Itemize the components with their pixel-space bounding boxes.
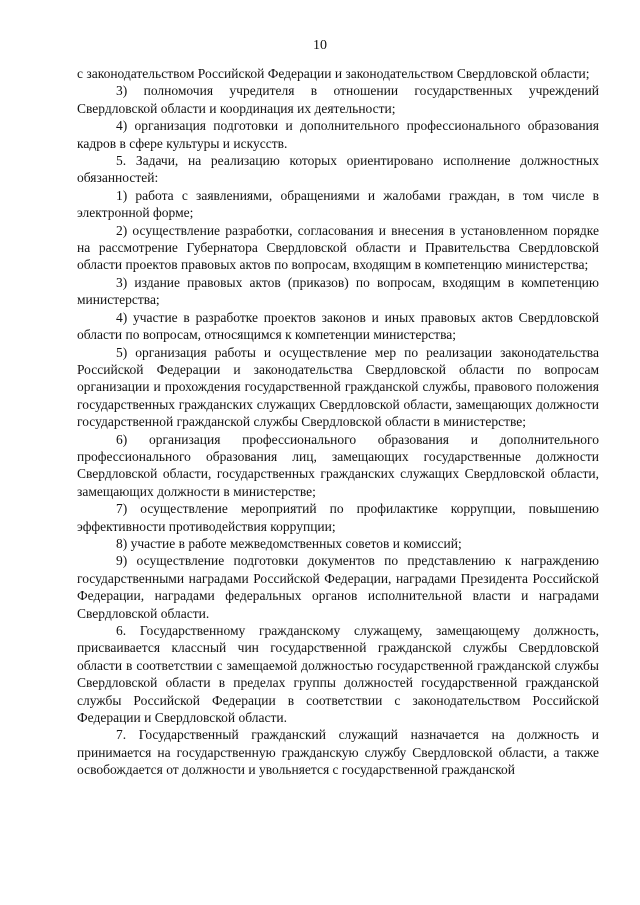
paragraph: 3) издание правовых актов (приказов) по вопросам, входящим в компетенцию министерства; xyxy=(77,274,599,308)
paragraph: 4) участие в разработке проектов законов и иных правовых актов Свердловской области по вопросам, относящимся к компетенции министерства; xyxy=(77,309,599,343)
page-number: 10 xyxy=(313,38,327,53)
paragraph: 3) полномочия учредителя в отношении государственных учреждений Свердловской области и координация их деятельности; xyxy=(77,83,599,116)
paragraph: 4) организация подготовки и дополнительного профессионального образования кадров в сфере культуры и искусств. xyxy=(77,118,599,151)
paragraph: 5. Задачи, на реализацию которых ориентировано исполнение должностных обязанностей: xyxy=(77,153,599,186)
paragraph: 2) осуществление разработки, согласования и внесения в установленном порядке на рассмотрение Губернатора Свердловской области и Правительства Свердловской области проектов правовых актов по вопросам, входящим в компетенцию министерства; xyxy=(77,222,599,273)
paragraph: 5) организация работы и осуществление мер по реализации законодательства Российской Федерации и законодательства Свердловской области по вопросам организации и прохождения государственной гражданской службы, правового положения государственных гражданских служащих Свердловской области, замещающих должности государственной гражданской службы Свердловской области в министерстве; xyxy=(77,344,599,430)
paragraph: 7. Государственный гражданский служащий назначается на должность и принимается на государственную гражданскую службу Свердловской области, а также освобождается от должности и увольняется с государственной гражданской xyxy=(77,727,599,778)
paragraph: 8) участие в работе межведомственных советов и комиссий; xyxy=(116,535,462,551)
document-body xyxy=(77,65,599,779)
paragraph: с законодательством Российской Федерации и законодательством Свердловской области; xyxy=(77,66,590,81)
paragraph: 1) работа с заявлениями, обращениями и жалобами граждан, в том числе в электронной форме; xyxy=(77,187,599,221)
paragraph: 7) осуществление мероприятий по профилактике коррупции, повышению эффективности противодействия коррупции; xyxy=(77,501,599,534)
paragraph: 9) осуществление подготовки документов по представлению к награждению государственными наградами Российской Федерации, наградами Президента Российской Федерации, наградами федеральных органов исполнительной власти и наградами Свердловской области. xyxy=(77,553,599,621)
paragraph: 6) организация профессионального образования и дополнительного профессионального образования лиц, замещающих государственные должности Свердловской области, государственных гражданских служащих Свердловской области, замещающих должности в министерстве; xyxy=(77,431,599,499)
paragraph: 6. Государственному гражданскому служащему, замещающему должность, присваивается классный чин государственной гражданской службы Свердловской области в соответствии с замещаемой должностью государственной гражданской службы Свердловской области в пределах группы должностей государственной гражданской службы Российской Федерации в соответствии с законодательством Российской Федерации и Свердловской области. xyxy=(77,623,599,726)
